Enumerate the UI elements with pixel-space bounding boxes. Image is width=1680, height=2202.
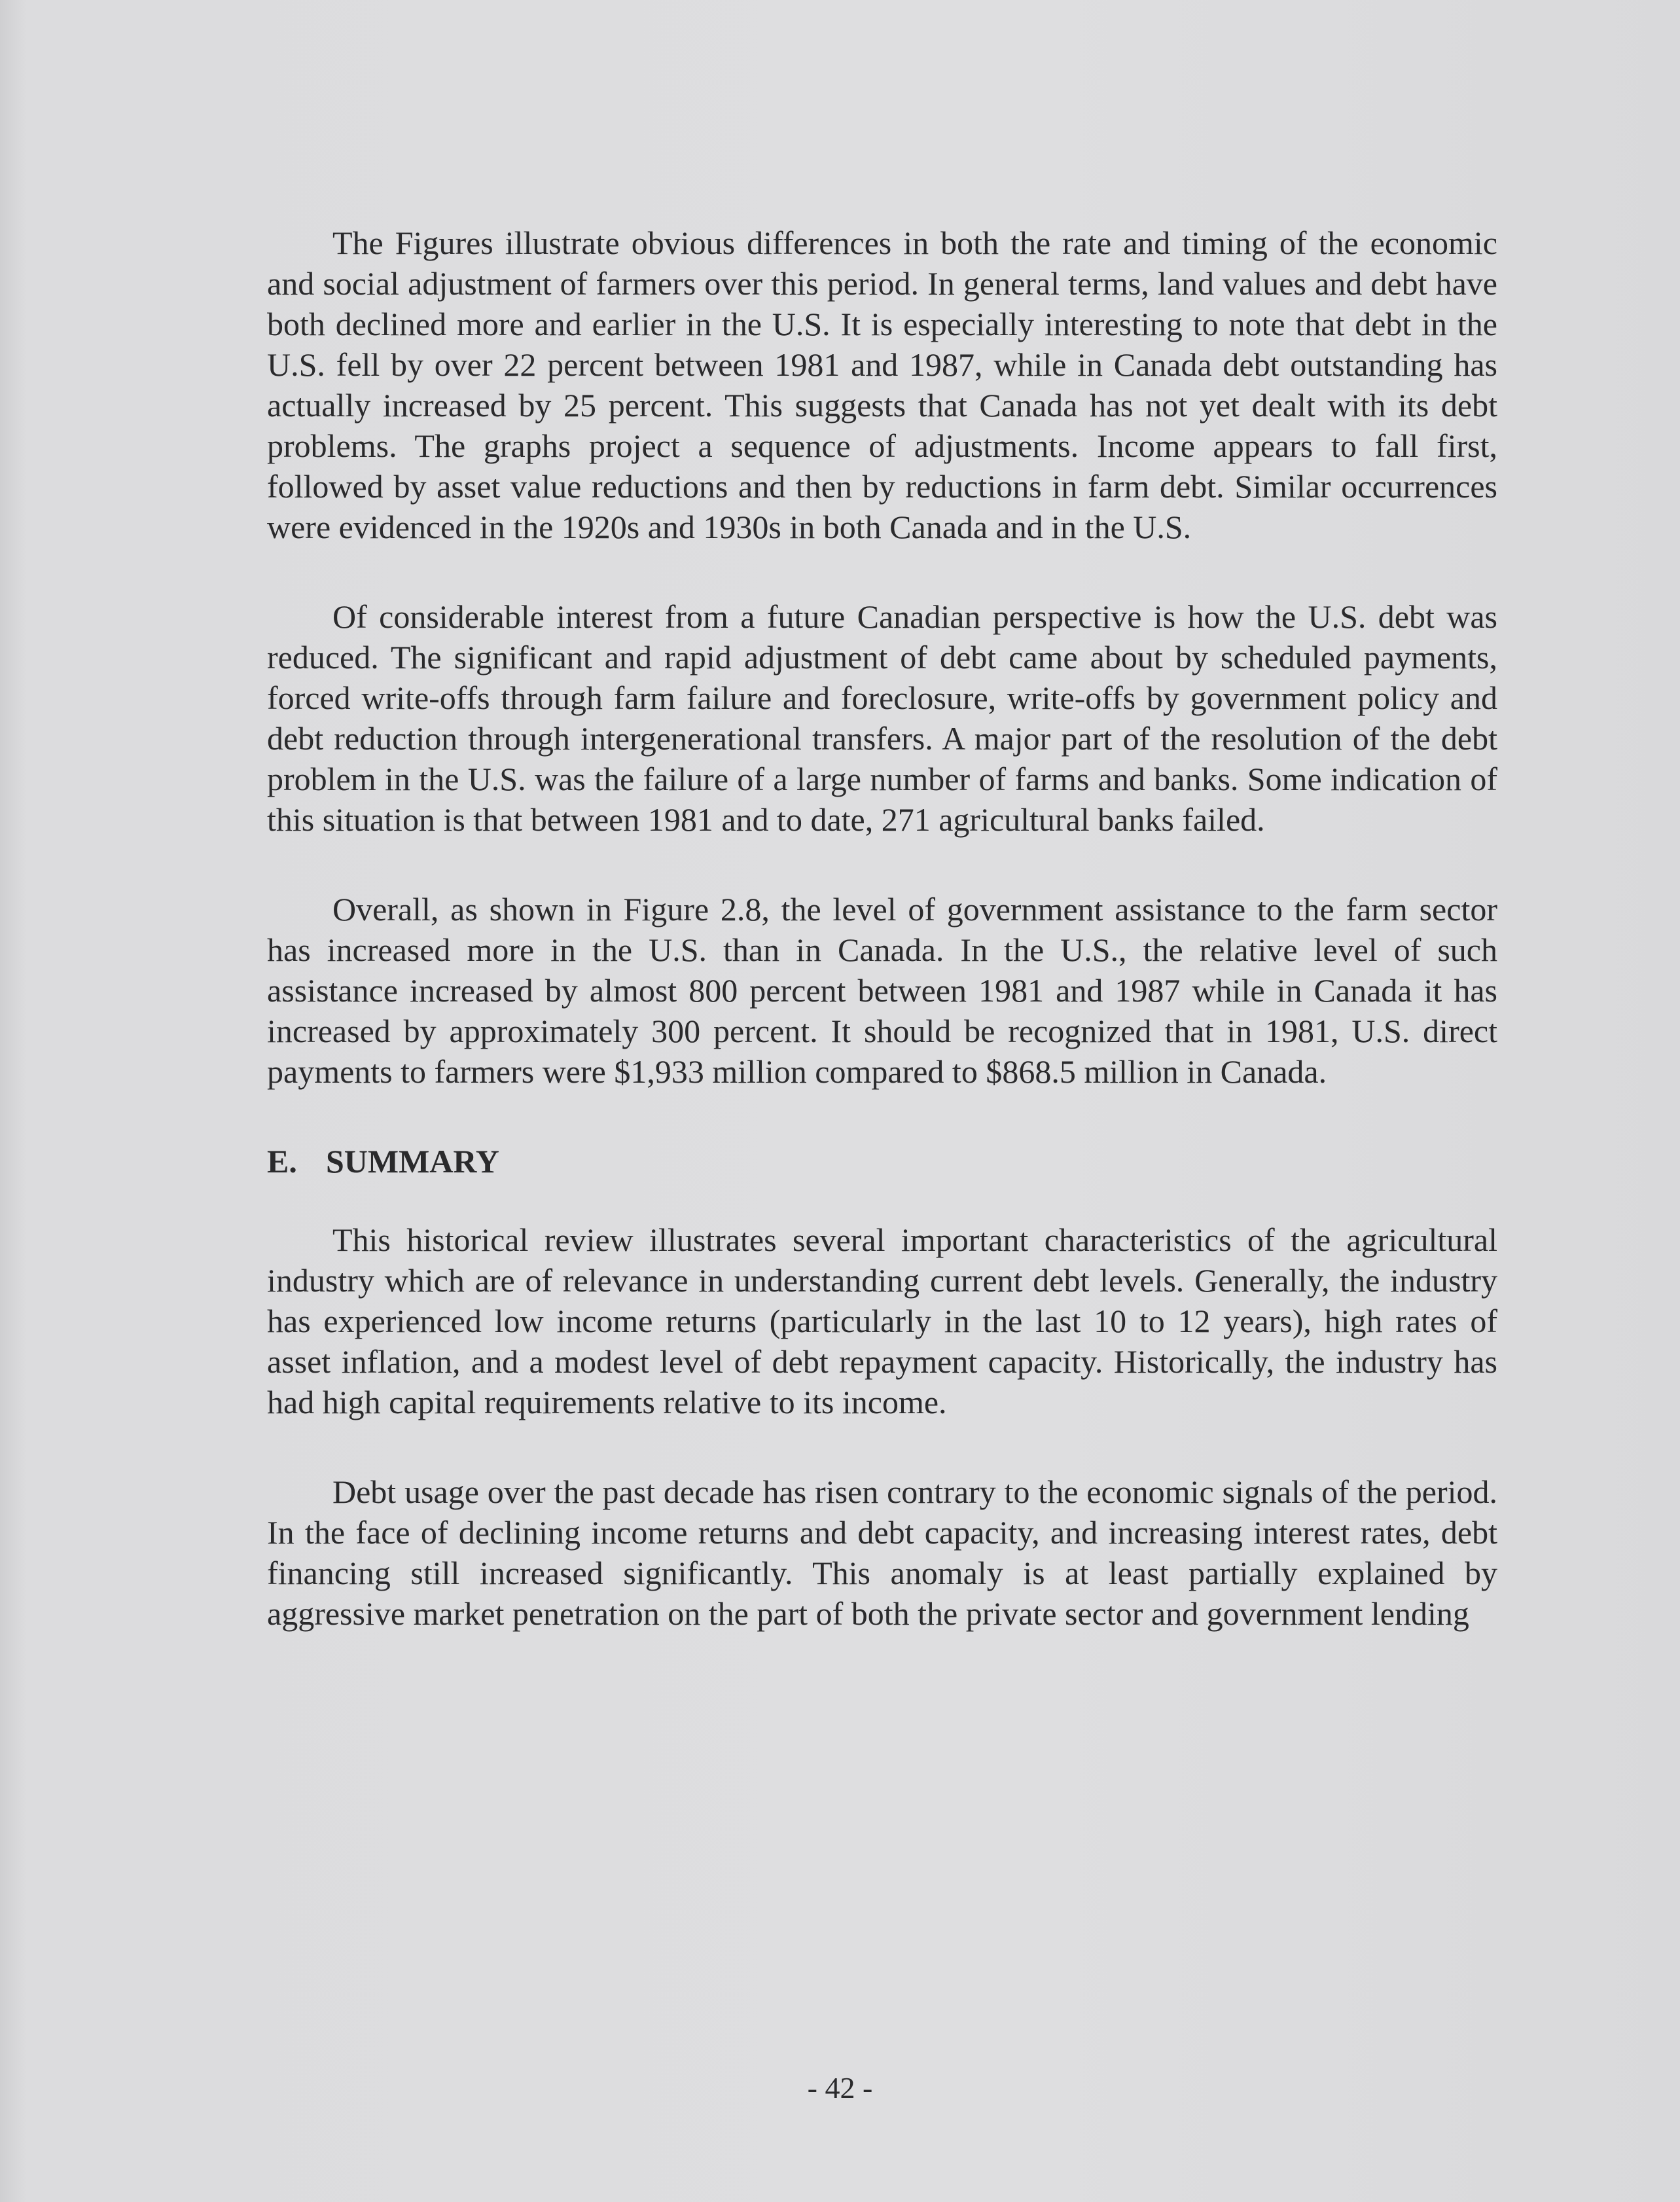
- section-title: SUMMARY: [326, 1143, 499, 1180]
- paragraph-us-debt-reduction: Of considerable interest from a future Canadian perspective is how the U.S. debt was reduced. The significant and rapid adjustment of debt came about by scheduled payments, forced write-offs through farm failure and foreclosure, write-offs by government policy and debt reduction through intergenerational transfers. A major part of the resolution of the debt problem in the U.S. was the failure of a large number of farms and banks. Some indication of this situation is that between 1981 and to date, 271 agricultural banks failed.: [267, 598, 1497, 838]
- page-number: - 42 -: [807, 2071, 873, 2104]
- page-body: [267, 223, 1497, 1634]
- paragraph-historical-review: This historical review illustrates several important characteristics of the agricultural industry which are of relevance in understanding current debt levels. Generally, the industry has experienced low income returns (particularly in the last 10 to 12 years), high rates of asset inflation, and a modest level of debt repayment capacity. Historically, the industry has had high capital requirements relative to its income.: [267, 1221, 1497, 1420]
- paragraph-government-assistance: Overall, as shown in Figure 2.8, the level of government assistance to the farm sector has increased more in the U.S. than in Canada. In the U.S., the relative level of such assistance increased by almost 800 percent between 1981 and 1987 while in Canada it has increased by approximately 300 percent. It should be recognized that in 1981, U.S. direct payments to farmers were $1,933 million compared to $868.5 million in Canada.: [267, 891, 1497, 1090]
- section-heading-summary: [267, 1141, 1497, 1182]
- paragraph-figures-differences: The Figures illustrate obvious differences in both the rate and timing of the economic and social adjustment of farmers over this period. In general terms, land values and debt have both declined more and earlier in the U.S. It is especially interesting to note that debt in the U.S. fell by over 22 percent between 1981 and 1987, while in Canada debt outstanding has actually increased by 25 percent. This suggests that Canada has not yet dealt with its debt problems. The graphs project a sequence of adjustments. Income appears to fall first, followed by asset value reductions and then by reductions in farm debt. Similar occurrences were evidenced in the 1920s and 1930s in both Canada and in the U.S.: [267, 225, 1497, 545]
- paragraph-debt-usage: Debt usage over the past decade has risen contrary to the economic signals of the period. In the face of declining income returns and debt capacity, and increasing interest rates, debt financing still increased significantly. This anomaly is at least partially explained by aggressive market penetration on the part of both the private sector and government lending: [267, 1473, 1497, 1632]
- section-letter: E.: [267, 1143, 297, 1180]
